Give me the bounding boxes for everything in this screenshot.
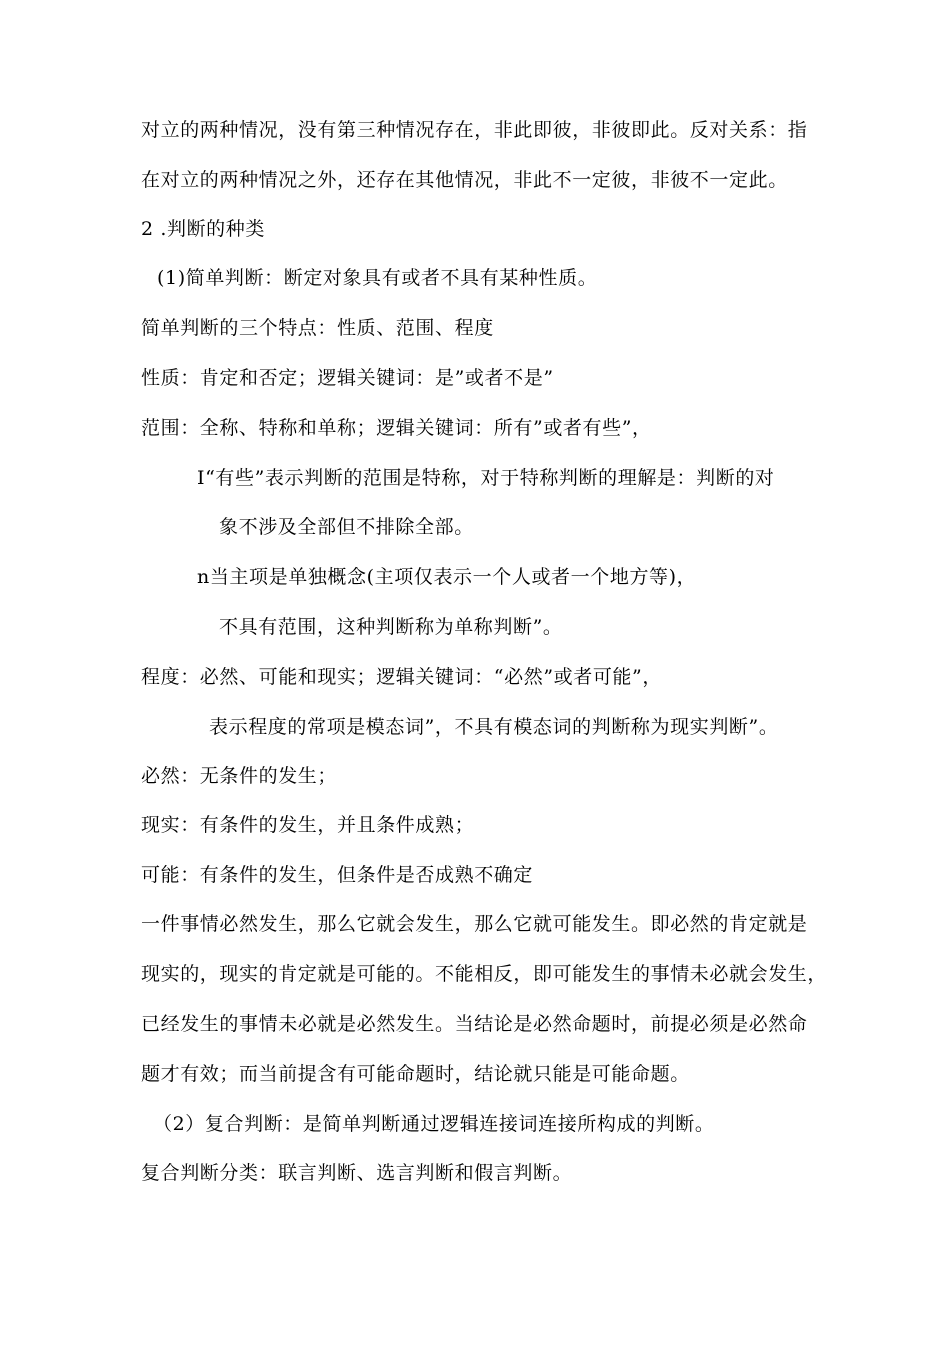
subsection-heading: （2）复合判断：是简单判断通过逻辑连接词连接所构成的判断。 (153, 1113, 715, 1135)
section-heading: 2 .判断的种类 (141, 218, 265, 240)
text-line: 范围：全称、特称和单称；逻辑关键词：所有”或者有些”， (141, 417, 652, 439)
list-item: n当主项是单独概念(主项仅表示一个人或者一个地方等)， (197, 566, 697, 588)
text-line: 性质：肯定和否定；逻辑关键词：是”或者不是” (141, 367, 554, 389)
text-line: 已经发生的事情未必就是必然发生。当结论是必然命题时，前提必须是必然命 (141, 1013, 808, 1035)
text-line: 对立的两种情况，没有第三种情况存在，非此即彼，非彼即此。反对关系：指 (141, 119, 808, 141)
text-line: 一件事情必然发生，那么它就会发生，那么它就可能发生。即必然的肯定就是 (141, 913, 808, 935)
text-line: 表示程度的常项是模态词”，不具有模态词的判断称为现实判断”。 (209, 716, 779, 738)
text-line: 题才有效；而当前提含有可能命题时，结论就只能是可能命题。 (141, 1063, 690, 1085)
text-line: 可能：有条件的发生，但条件是否成熟不确定 (141, 864, 534, 886)
text-line: 复合判断分类：联言判断、选言判断和假言判断。 (141, 1162, 573, 1184)
text-line: 必然：无条件的发生； (141, 765, 338, 787)
text-line: 在对立的两种情况之外，还存在其他情况，非此不一定彼，非彼不一定此。 (141, 169, 788, 191)
text-line: 程度：必然、可能和现实；逻辑关键词：“必然”或者可能”， (141, 666, 662, 688)
text-line: 现实：有条件的发生，并且条件成熟； (141, 814, 475, 836)
list-item: I“有些”表示判断的范围是特称，对于特称判断的理解是：判断的对 (197, 467, 775, 489)
list-item-continuation: 象不涉及全部但不排除全部。 (219, 516, 474, 538)
text-line: 简单判断的三个特点：性质、范围、程度 (141, 317, 494, 339)
list-item-continuation: 不具有范围，这种判断称为单称判断”。 (219, 616, 563, 638)
text-line: 现实的，现实的肯定就是可能的。不能相反，即可能发生的事情未必就会发生， (141, 963, 828, 985)
subsection-heading: (1)简单判断：断定对象具有或者不具有某种性质。 (157, 267, 598, 289)
